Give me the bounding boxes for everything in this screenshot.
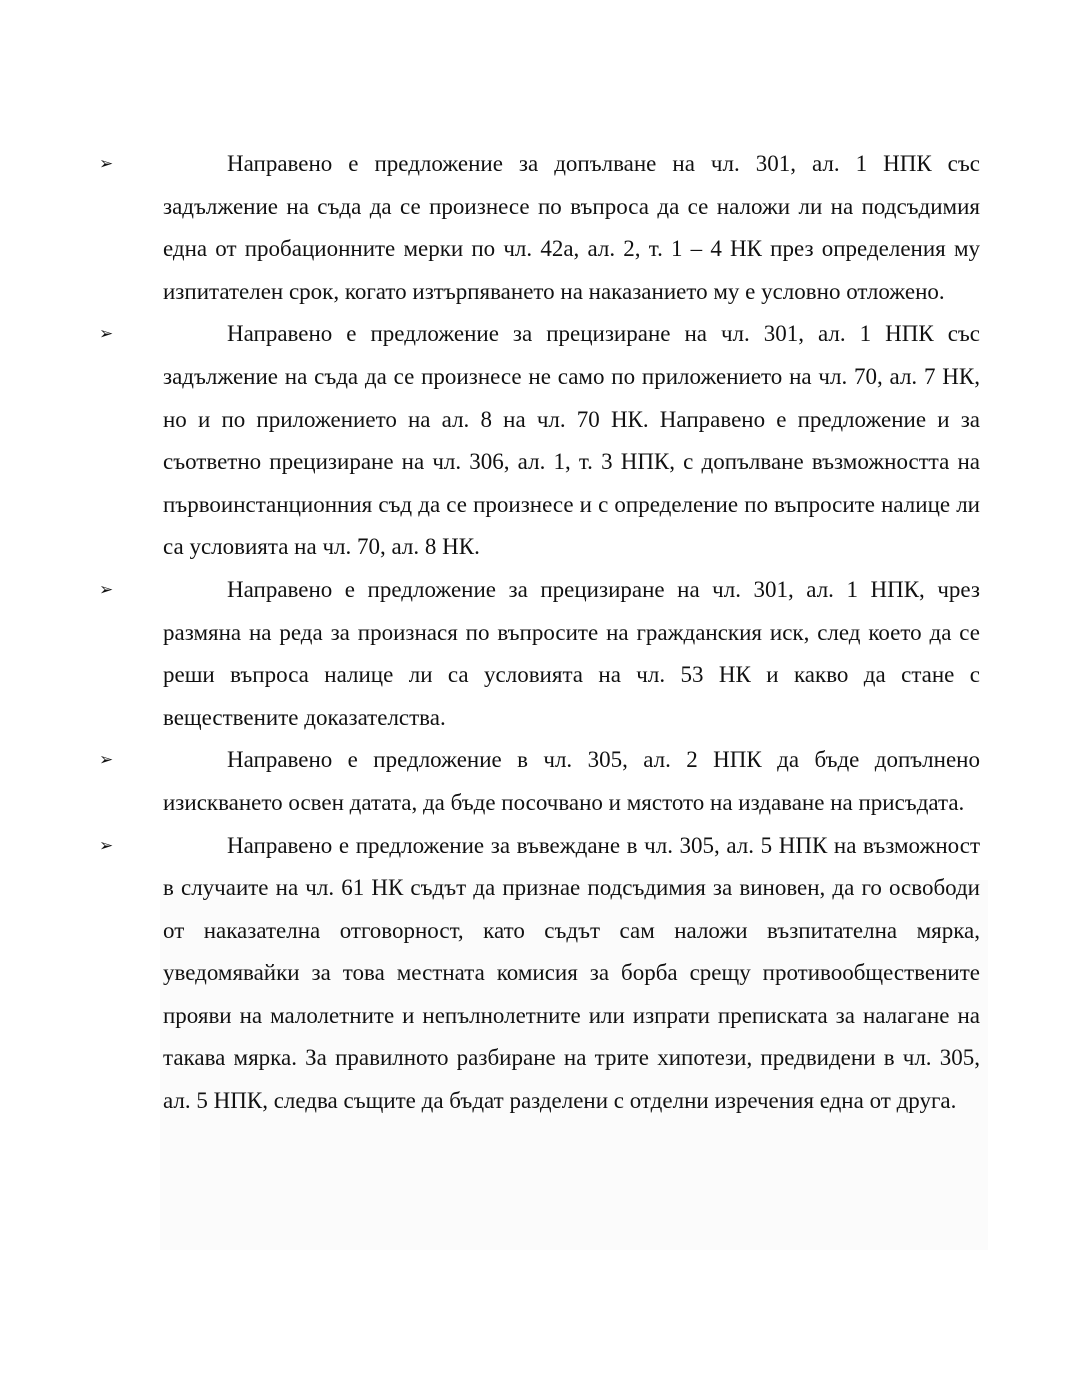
paragraph-text: Направено е предложение в чл. 305, ал. 2 НПК да бъде допълнено изискването освен датата, да бъде посочвано и мястото на издаване на присъдата. — [163, 747, 980, 815]
bullet-paragraph-3 — [99, 569, 980, 739]
arrow-bullet-icon: ➢ — [99, 835, 114, 856]
bullet-paragraph-5 — [99, 825, 980, 1123]
paragraph-text: Направено е предложение за въвеждане в чл. 305, ал. 5 НПК на възможност в случаите на чл. 61 НК съдът да признае подсъдимия за виновен, да го освободи от наказателна отговорност, като съдът сам наложи възпитателна мярка, уведомявайки за това местната комисия за борба срещу противообществените прояви на малолетните и непълнолетните или изпрати преписката за налагане на такава мярка. За правилното разбиране на трите хипотези, предвидени в чл. 305, ал. 5 НПК, следва същите да бъдат разделени с отделни изречения една от друга. — [163, 832, 980, 1114]
bullet-paragraph-1 — [99, 143, 980, 313]
paragraph-text: Направено е предложение за прецизиране на чл. 301, ал. 1 НПК, чрез размяна на реда за произнася по въпросите на гражданския иск, след което да се реши въпроса налице ли са условията на чл. 53 НК и какво да стане с веществените доказателства. — [163, 576, 980, 730]
arrow-bullet-icon: ➢ — [99, 324, 114, 345]
arrow-bullet-icon: ➢ — [99, 750, 114, 771]
paragraph-text: Направено е предложение за допълване на чл. 301, ал. 1 НПК със задължение на съда да се произнесе по въпроса да се наложи ли на подсъдимия една от пробационните мерки по чл. 42а, ал. 2, т. 1 – 4 НК през определения му изпитателен срок, когато изтърпяването на наказанието му е условно отложено. — [163, 151, 980, 304]
document-body — [99, 143, 980, 1123]
bullet-paragraph-4 — [99, 739, 980, 824]
bullet-paragraph-2 — [99, 313, 980, 569]
arrow-bullet-icon: ➢ — [99, 579, 114, 600]
arrow-bullet-icon: ➢ — [99, 154, 114, 174]
paragraph-text: Направено е предложение за прецизиране на чл. 301, ал. 1 НПК със задължение на съда да се произнесе не само по приложението на чл. 70, ал. 7 НК, но и по приложението на ал. 8 на чл. 70 НК. Направено е предложение и за съответно прецизиране на чл. 306, ал. 1, т. 3 НПК, с допълване възможността на първоинстанционния съд да се произнесе и с определение по въпросите налице ли са условията на чл. 70, ал. 8 НК. — [163, 321, 980, 560]
